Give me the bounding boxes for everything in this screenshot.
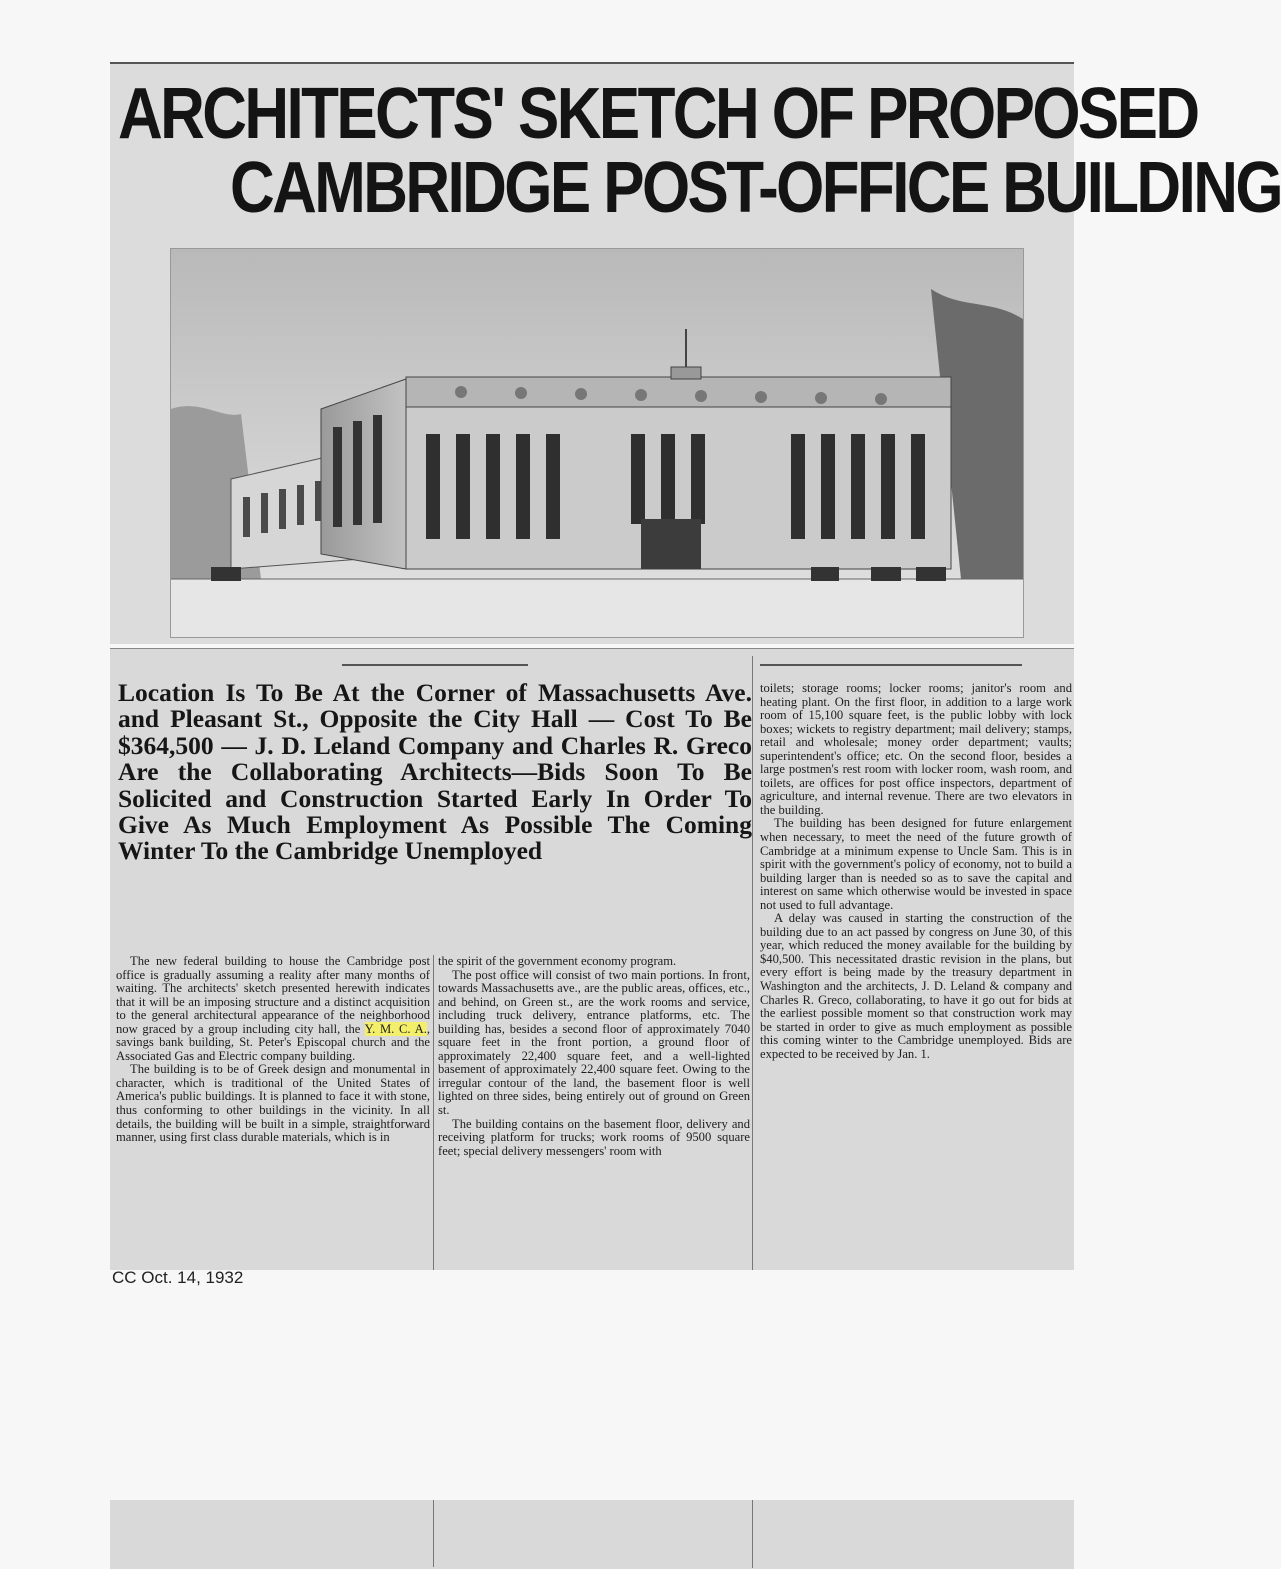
paragraph: toilets; storage rooms; locker rooms; janitor's room and heating plant. On the first floor, in addition to a large work room of 15,100 square feet, is the public lobby with lock boxes; wickets to registry department; mail delivery; stamps, retail and wholesale; money order department; vaults; superintendent's office; etc. On the second floor, besides a large postmen's rest room with locker room, wash room, and toilets, are offices for post office inspectors, department of agriculture, and internal revenue. There are two elevators in the building.: [760, 681, 1072, 817]
paragraph: The building is to be of Greek design and monumental in character, which is traditional of the United States of America's public buildings. It is planned to face it with stone, thus conforming to other buildings in the vicinity. In all details, the building will be built in a simple, straightforward manner, using first class durable materials, which is in: [116, 1062, 430, 1145]
article-column-3: [760, 682, 1072, 1061]
subheadline: Location Is To Be At the Corner of Massachusetts Ave. and Pleasant St., Opposite the City Hall — Cost To Be $364,500 — J. D. Leland Company and Charles R. Greco Are the Collaborating Architects—Bids Soon To Be Solicited and Construction Started Early In Order To Give As Much Employment As Possible The Coming Winter To the Cambridge Unemployed: [118, 678, 752, 866]
article-column-2: [438, 955, 750, 1158]
paragraph: [116, 955, 430, 1063]
architects-sketch-image: [170, 248, 1024, 638]
paragraph: A delay was caused in starting the construction of the building due to an act passed by congress on June 30, of this year, which reduced the money available for the building by $40,500. This necessitated drastic revision in the plans, but every effort is being made by the treasury department in Washington and the architects, J. D. Leland & company and Charles R. Greco, collaborating, to have it go out for bids at the earliest possible moment so that construction work may be started in order to give as much employment as possible this coming winter to the Cambridge unemployed. Bids are expected to be received by Jan. 1.: [760, 911, 1072, 1061]
page-margin: [0, 1270, 1162, 1500]
paragraph: The post office will consist of two main portions. In front, towards Massachusetts ave., are the public areas, offices, etc., and behind, on Green st., are the work rooms and service, including truck delivery, entrance platforms, etc. The building has, besides a second floor of approximately 7040 square feet in the front portion, a ground floor of approximately 22,400 square feet, and a well-lighted basement of approximately 22,400 square feet. Owing to the irregular contour of the land, the basement floor is well lighted on three sides, being entirely out of ground on Green st.: [438, 967, 750, 1118]
divider: [342, 664, 528, 666]
paragraph-text: The new federal building to house the Cambridge post office is gradually assuming a reality after many months of waiting. The architects' sketch presented herewith indicates that it will be an imposing structure and a distinct acquisition to the general architectural appearance of the neighborhood now graced by a group including city hall, the: [116, 954, 430, 1036]
divider: [760, 664, 1022, 666]
headline-line-2: CAMBRIDGE POST-OFFICE BUILDING: [230, 148, 1281, 228]
highlighted-text: Y. M. C. A.: [364, 1021, 427, 1036]
article-column-1: [116, 955, 430, 1145]
headline: [118, 74, 1281, 228]
paragraph-text: , savings bank building, St. Peter's Episcopal church and the Associated Gas and Electric company building.: [116, 1021, 430, 1063]
headline-line-1: ARCHITECTS' SKETCH OF PROPOSED: [118, 74, 1198, 154]
paragraph: the spirit of the government economy program.: [438, 954, 677, 968]
paragraph: The building has been designed for future enlargement when necessary, to meet the need of the future growth of Cambridge at a minimum expense to Uncle Sam. This is in spirit with the government's policy of economy, not to build a building larger than is needed so as to save the capital and interest on same which otherwise would be invested in space not used to full advantage.: [760, 816, 1072, 912]
source-caption: CC Oct. 14, 1932: [112, 1268, 244, 1287]
paragraph: The building contains on the basement floor, delivery and receiving platform for trucks; work rooms of 9500 square feet; special delivery messengers' room with: [438, 1116, 750, 1158]
